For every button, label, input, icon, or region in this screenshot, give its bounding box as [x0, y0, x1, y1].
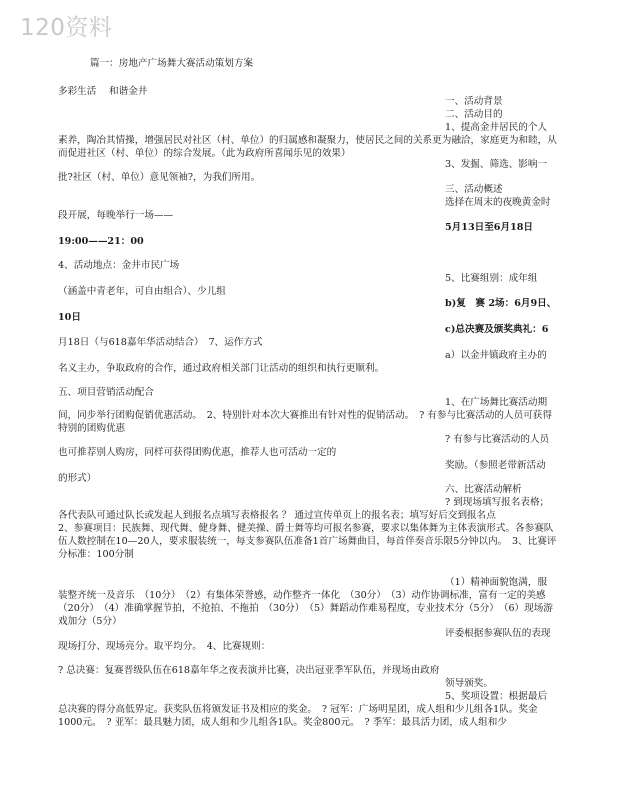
text-line: 选择在周末的夜晚黄金时 — [445, 197, 551, 208]
text-line: 1、在广场舞比赛活动期 — [445, 397, 548, 408]
text-line: 也可推荐别人购房，同样可获得团购优惠，推荐人也可活动一定的 — [58, 447, 337, 458]
text-line: 月18日（与618嘉年华活动结合） 7、运作方式 — [58, 337, 263, 348]
text-line: a）以金井镇政府主办的 — [445, 350, 547, 361]
paragraph: 间，同步举行团购促销优惠活动。 2、特别针对本次大赛推出有针对性的促销活动。 ? 有参与比赛活动的人员可获得特别的团购优惠 — [58, 410, 552, 434]
text-line: 5、比赛组别：成年组 — [445, 273, 538, 284]
text-line: 领导颁奖。 — [445, 678, 493, 689]
text-line: 评委根据参赛队伍的表现 — [445, 628, 551, 639]
text-line: 名义主办，争取政府的合作，通过政府相关部门让活动的组织和执行更顺利。 — [58, 363, 385, 374]
text-line: ? 有参与比赛活动的人员 — [445, 434, 550, 445]
text-line: （涵盖中青老年，可自由组合）、少儿组 — [58, 286, 226, 297]
document-title: 篇一：房地产广场舞大赛活动策划方案 — [90, 58, 254, 69]
text-line: 现场打分、现场亮分。取平均分。 4、比赛规则： — [58, 641, 271, 652]
date-range: 5月13日至6月18日 — [445, 222, 534, 233]
section-heading: 三、活动概述 — [445, 184, 503, 195]
paragraph: 装整齐统一及音乐 （10分） （2）有集体荣誉感，动作整齐一体化 （30分） （3）动作协调标准，富有一定的美感（20分） （4）准确掌握节拍，不抢拍、不拖拍 （30分） （5）舞蹈动作难易程度，专业技术分（5分） （6）现场游戏加分（5分） — [58, 590, 553, 627]
paragraph: 各代表队可通过队长或发起人到报名点填写表格报名 ？ 通过宣传单页上的报名表；填写好后交到报名点 — [58, 510, 496, 521]
paragraph: 素养，陶冶其情操，增强居民对社区（村、单位）的归属感和凝聚力，使居民之间的关系更为融洽，家庭更为和睦，从而促进社区（村、单位）的综合发展。（此为政府所喜闻乐见的效果） — [58, 135, 557, 159]
section-heading: 二、活动目的 — [445, 109, 503, 120]
text-line: 段开展，每晚举行一场—— — [58, 210, 174, 221]
paragraph: 2、参赛项目：民族舞、现代舞、健身舞、健美操、爵士舞等均可报名参赛，要求以集体舞为主体表演形式。各参赛队伍人数控制在10—20人，要求服装统一，每支参赛队伍准备1首广场舞曲目，每首伴奏音乐限5分钟以内。 3、比赛评分标准：100分制 — [58, 523, 557, 560]
text-line: c)总决赛及颁奖典礼：6 — [445, 324, 549, 335]
text-line: 奖励。（参照老带新活动 — [445, 460, 546, 471]
text-line: 1、提高金井居民的个人 — [445, 122, 548, 133]
text-line: 3、发掘、筛选、影响一 — [445, 159, 548, 170]
text-line: b)复 赛 2场：6月9日、 — [445, 298, 557, 309]
section-heading: 五、项目营销活动配合 — [58, 387, 154, 398]
theme-line: 多彩生活 和谐金井 — [58, 86, 148, 97]
section-heading: 一、活动背景 — [445, 96, 503, 107]
watermark-logo: 120资料 — [20, 15, 113, 41]
text-line: 4、活动地点：金井市民广场 — [58, 260, 180, 271]
text-line: 批?社区（村、单位）意见领袖?，为我们所用。 — [58, 172, 261, 183]
text-line: 5、奖项设置：根据最后 — [445, 691, 548, 702]
time-range: 19:00——21：00 — [58, 236, 144, 247]
paragraph: 总决赛的得分高低界定。获奖队伍将颁发证书及相应的奖金。 ? 冠军：广场明星团，成人组和少儿组各1队。奖金1000元。 ? 亚军：最具魅力团，成人组和少儿组各1队。奖金800元。 ? 季军：最具活力团，成人组和少 — [58, 704, 538, 728]
text-line: 10日 — [58, 312, 81, 323]
text-line: 的形式） — [58, 473, 97, 484]
text-line: （1）精神面貌饱满，服 — [445, 577, 548, 588]
text-line: ? 到现场填写报名表格； — [445, 497, 550, 508]
text-line: ? 总决赛：复赛晋级队伍在618嘉年华之夜表演并比赛，决出冠亚季军队伍，并现场由政府 — [58, 665, 440, 676]
section-heading: 六、比赛活动解析 — [445, 484, 522, 495]
